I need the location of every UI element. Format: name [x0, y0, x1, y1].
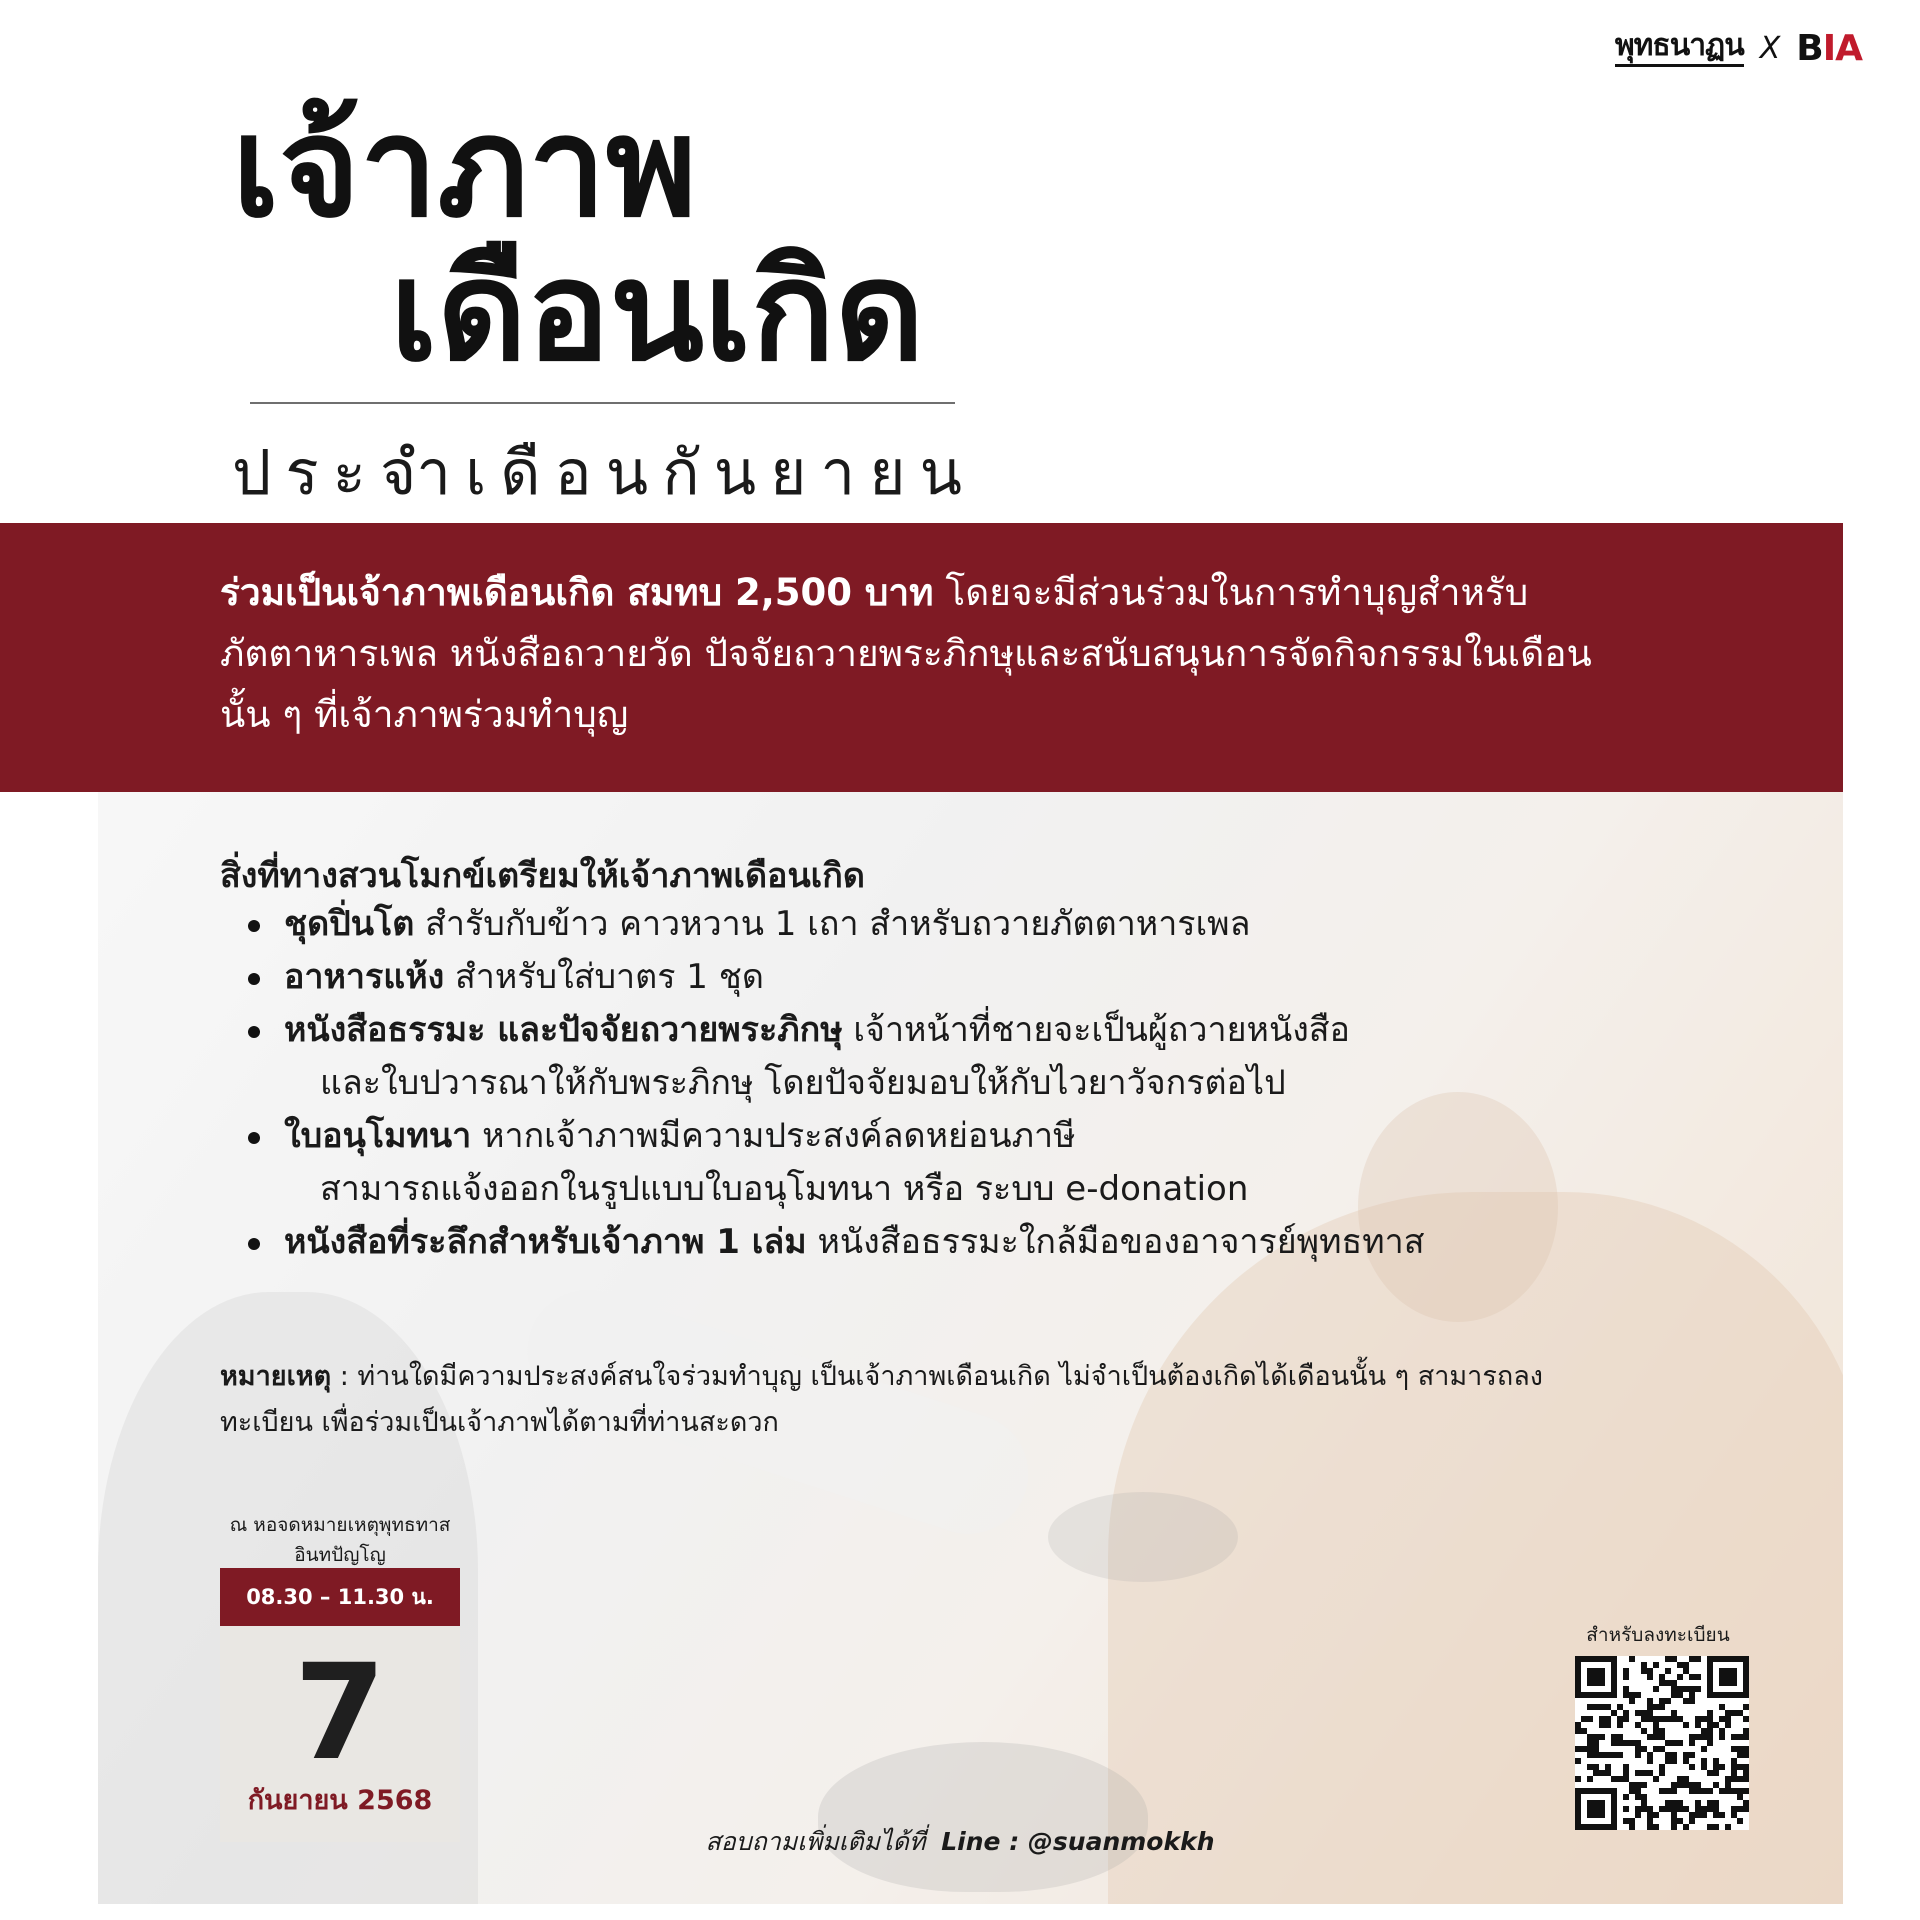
- calendar-month-year: กันยายน 2568: [247, 1785, 433, 1816]
- note-label: หมายเหตุ: [220, 1361, 332, 1392]
- list-item: [248, 898, 1548, 951]
- list-item: [248, 951, 1548, 1004]
- item-title: หนังสือที่ระลึกสำหรับเจ้าภาพ 1 เล่ม: [284, 1222, 807, 1262]
- list-item: [248, 1004, 1548, 1110]
- calendar-time: 08.30 – 11.30 น.: [220, 1568, 460, 1626]
- venue: [220, 1510, 460, 1570]
- item-title: ชุดปิ่นโต: [284, 904, 415, 944]
- venue-line-2: อินทปัญโญ: [294, 1544, 386, 1566]
- logo-separator: X: [1759, 31, 1781, 66]
- list-item: [248, 1216, 1548, 1269]
- banner-lead: ร่วมเป็นเจ้าภาพเดือนเกิด สมทบ 2,500 บาท: [220, 571, 934, 614]
- offerings-list: [248, 898, 1548, 1269]
- item-text: สำรับกับข้าว คาวหวาน 1 เถา สำหรับถวายภัตตาหารเพล: [414, 904, 1251, 944]
- qr-code-icon: [1575, 1656, 1749, 1830]
- registration-qr-code[interactable]: [1575, 1656, 1749, 1830]
- registration-label: สำหรับลงทะเบียน: [1586, 1624, 1730, 1646]
- phutthanat-logo: พุทธนาฏน: [1615, 30, 1744, 67]
- banner-body: โดยจะมีส่วนร่วมในการทำบุญสำหรับภัตตาหารเพล หนังสือถวายวัด ปัจจัยถวายพระภิกษุและสนับสนุนการจัดกิจกรรมในเดือนนั้น ๆ ที่เจ้าภาพร่วมทำบุญ: [220, 571, 1592, 736]
- item-continuation: และใบปวารณาให้กับพระภิกษุ โดยปัจจัยมอบให้กับไวยาวัจกรต่อไป: [320, 1063, 1286, 1103]
- contact-line: [0, 1822, 1920, 1862]
- item-text: เจ้าหน้าที่ชายจะเป็นผู้ถวายหนังสือ: [842, 1010, 1350, 1050]
- item-text: สำหรับใส่บาตร 1 ชุด: [444, 957, 764, 997]
- contact-prefix: สอบถามเพิ่มเติมได้ที่: [705, 1827, 926, 1856]
- partner-logos: [1615, 28, 1862, 69]
- bia-logo-accent: IA: [1822, 28, 1862, 69]
- bia-logo: [1796, 28, 1862, 69]
- calendar-day: 7: [294, 1636, 386, 1790]
- item-continuation: สามารถแจ้งออกในรูปแบบใบอนุโมทนา หรือ ระบบ e-donation: [320, 1169, 1249, 1209]
- item-text: หนังสือธรรมะใกล้มือของอาจารย์พุทธทาส: [806, 1222, 1425, 1262]
- item-title: หนังสือธรรมะ และปัจจัยถวายพระภิกษุ: [284, 1010, 843, 1050]
- venue-line-1: ณ หอจดหมายเหตุพุทธทาส: [229, 1514, 451, 1536]
- title-divider: [250, 402, 955, 404]
- note-text: [220, 1354, 1560, 1446]
- offerings-heading: สิ่งที่ทางสวนโมกข์เตรียมให้เจ้าภาพเดือนเกิด: [220, 856, 865, 896]
- bia-logo-prefix: B: [1796, 28, 1823, 69]
- title-line-1: เจ้าภาพ: [232, 87, 697, 248]
- subtitle-month: ประจำเดือนกันยายน: [232, 436, 976, 509]
- banner-text: [220, 562, 1640, 745]
- item-title: ใบอนุโมทนา: [284, 1116, 472, 1156]
- item-title: อาหารแห้ง: [284, 957, 445, 997]
- note-body: : ท่านใดมีความประสงค์สนใจร่วมทำบุญ เป็นเจ้าภาพเดือนเกิด ไม่จำเป็นต้องเกิดได้เดือนนั้น ๆ สามารถลงทะเบียน เพื่อร่วมเป็นเจ้าภาพได้ตามที่ท่านสะดวก: [220, 1361, 1543, 1438]
- item-text: หากเจ้าภาพมีความประสงค์ลดหย่อนภาษี: [471, 1116, 1076, 1156]
- contact-line-id[interactable]: Line : @suanmokkh: [941, 1827, 1215, 1856]
- list-item: [248, 1110, 1548, 1216]
- title-line-2: เดือนเกิด: [390, 231, 925, 392]
